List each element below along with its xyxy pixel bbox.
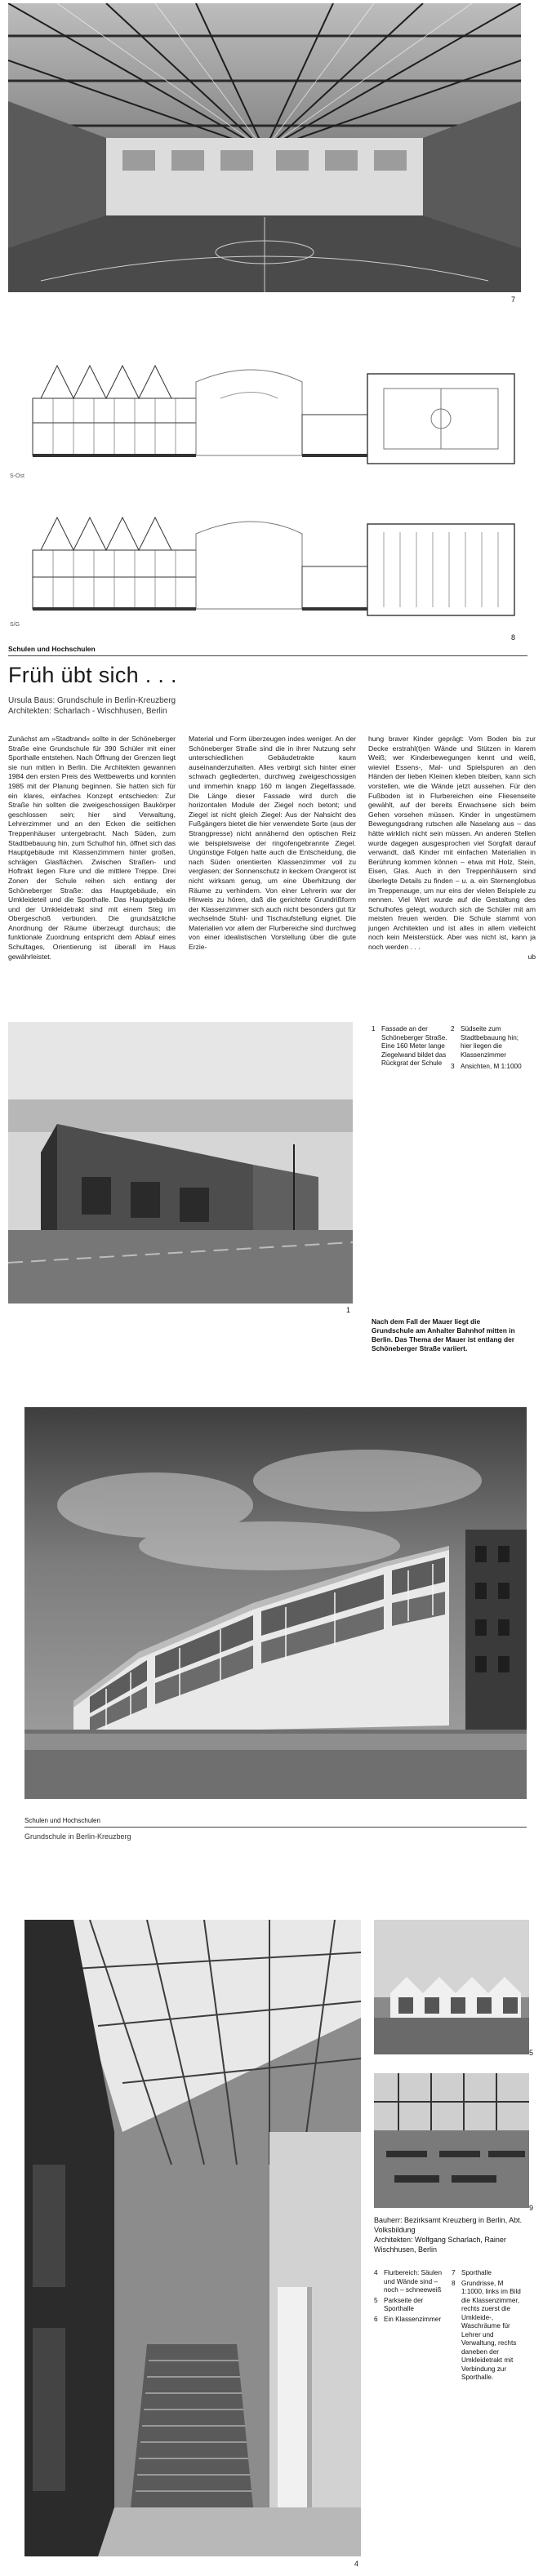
figure-1-caption: Nach dem Fall der Mauer liegt die Grundschule am Anhalter Bahnhof mitten in Berlin. Das Thema der Mauer ist entlang der Schöneberger Straße variiert. bbox=[372, 1317, 515, 1352]
body-column-2 bbox=[189, 735, 356, 953]
north-mark-b: S/G bbox=[10, 622, 20, 628]
article-title: Früh übt sich . . . bbox=[8, 663, 177, 687]
credits: Bauherr: Bezirksamt Kreuzberg in Berlin, Abt. Volksbildung Architekten: Wolfgang Scharlach, Rainer Wischhusen, Berlin bbox=[374, 2216, 523, 2254]
caption-text-3: Ansichten, M 1:1000 bbox=[461, 1063, 522, 1070]
caption-num-8: 8 bbox=[452, 2279, 456, 2287]
caption-item-7 bbox=[452, 2269, 527, 2278]
section-label-bottom: Schulen und Hochschulen bbox=[24, 1817, 100, 1824]
caption-text-2: Südseite zum Stadtbebauung hin; hier liegen die Klassenzimmer bbox=[461, 1025, 519, 1059]
street-facade-photo bbox=[8, 1022, 353, 1304]
gym-interior-photo bbox=[8, 3, 521, 292]
caption-text-1: Fassade an der Schöneberger Straße. Eine 160 Meter lange Ziegelwand bildet das Rückgrat der Schule bbox=[381, 1025, 447, 1067]
figure-number-1: 1 bbox=[346, 1306, 351, 1314]
caption-item-4 bbox=[374, 2269, 446, 2295]
caption-text-5: Parkseite der Sporthalle bbox=[384, 2296, 424, 2312]
corridor-stair-photo bbox=[24, 1920, 361, 2556]
caption-text-7: Sporthalle bbox=[461, 2269, 492, 2276]
bottom-header-rule bbox=[24, 1827, 527, 1828]
figure-number-8: 8 bbox=[511, 633, 516, 642]
caption-item-6 bbox=[374, 2316, 446, 2325]
figure-number-9: 9 bbox=[529, 2204, 534, 2212]
figure-number-7: 7 bbox=[511, 295, 516, 304]
classroom-photo bbox=[374, 2073, 529, 2208]
caption-text-8: Grundrisse, M 1:1000, links im Bild die Klassenzimmer, rechts zuerst die Umkleide-, Waschräume für Lehrer und Verwaltung, rechts daneben der Umkleidetrakt mit Verbindung zur Sporthalle. bbox=[461, 2279, 521, 2381]
caption-num-7: 7 bbox=[452, 2269, 456, 2276]
caption-text-4: Flurbereich: Säulen und Wände sind – noch – schneeweiß bbox=[384, 2269, 442, 2294]
south-facade-photo bbox=[24, 1407, 527, 1799]
caption-num-1: 1 bbox=[372, 1025, 376, 1033]
caption-num-3: 3 bbox=[451, 1063, 455, 1070]
bottom-title: Grundschule in Berlin-Kreuzberg bbox=[24, 1832, 131, 1841]
author-signature: ub bbox=[527, 952, 536, 961]
caption-text-6: Ein Klassenzimmer bbox=[384, 2315, 442, 2323]
north-mark-a: S-Ost bbox=[10, 473, 24, 479]
body-column-1 bbox=[8, 735, 176, 962]
caption-num-6: 6 bbox=[374, 2315, 378, 2323]
captions-top-list-b bbox=[451, 1025, 523, 1072]
captions-bottom-right bbox=[452, 2269, 527, 2383]
caption-item-8 bbox=[452, 2280, 527, 2383]
caption-item-5 bbox=[374, 2297, 446, 2314]
body-column-3 bbox=[368, 735, 536, 962]
body-column-1-text: Zunächst am »Stadtrand« sollte in der Schöneberger Straße eine Grundschule für 390 Schüler mit einer Sporthalle entstehen. Nach Öffnung der Grenzen liegt sie nun mitten in Berlin. Die Architekten gewannen 1984 den ersten Preis des Wettbewerbs und konnten 1985 mit der Planung beginnen. Sie hatten sich für ein klares, einfaches Konzept entschieden: Zur Straße hin sollten die zweigeschossigen Baukörper geschlossen sein; hier sind Verwaltung, Lehrerzimmer und an den Ecken die seitlichen Treppenhäuser untergebracht. Nach Süden, zum Stadtbebauung hin, zum Schulhof hin, öffnet sich das Hauptgebäude mit Klassenzimmern hinter großen, schrägen Glasflächen. Zwischen Straßen- und Hoftrakt liegen Flure und die mittlere Treppe. Drei Zonen der Schule reihen sich entlang der Schöneberger Straße: das Hauptgebäude, ein Umkleideteil und die Sporthalle. Das Hauptgebäude und der Umkleidetrakt sind mit einem Steg im Obergeschoß verbunden. Die grundsätzliche Anordnung der Räume überzeugt durchaus; die funktionale Zuordnung entspricht dem Ablauf eines Schultages, Orientierung ist überall im Haus gewährleistet. bbox=[8, 735, 176, 961]
figure-number-4: 4 bbox=[354, 2560, 359, 2568]
gym-park-side-photo bbox=[374, 1920, 529, 2054]
body-column-2-text: Material und Form überzeugen indes weniger. An der Schöneberger Straße sind die in ihrer Nutzung sehr unterschiedlichen Gebäudetrakte kaum auseinanderzuhalten. Alles verbirgt sich hinter einer schwach gegliederten, durchweg zweigeschossigen und immerhin knapp 160 m langen Ziegelfassade. Die Länge dieser Fassade wird durch die horizontalen Module der Ziegel noch betont; und Ziegel ist nicht gleich Ziegel: Aus der Nahsicht des Fußgängers bietet die hier verwendete Sorte (aus der Strangpresse) nicht annähernd den optischen Reiz wie beispielsweise der ringofengebrannte Ziegel. Ungünstige Folgen hatte auch die Entscheidung, die nach Süden orientierten Klassenzimmer voll zu verglasen; der Sonnenschutz in keckem Orangerot ist nicht wirksam genug, um eine Überhitzung der Räume zu verhindern. Von einer Lehrerin war der Hinweis zu hören, daß die gerichtete Grundrißform der Klassenzimmer sich auch nicht besonders gut für wechselnde Stuhl- und Tischaufstellung eignet. Die Materialien vor allem der Flurbereiche sind durchweg von einer idealistischen Vorstellung über die gute Erzie- bbox=[189, 735, 356, 952]
floor-plan-upper bbox=[8, 349, 523, 478]
floor-plan-lower bbox=[8, 500, 523, 630]
article-subtitle-2: Architekten: Scharlach - Wischhusen, Berlin bbox=[8, 707, 167, 716]
caption-num-2: 2 bbox=[451, 1025, 455, 1033]
caption-num-4: 4 bbox=[374, 2269, 378, 2276]
body-column-3-text: hung braver Kinder geprägt: Vom Boden bis zur Decke erstrahl(t)en Wände und Stützen in klarem Weiß; wer Kinderbewegungen kennt und weiß, wieviel Essens-, Mal- und Spielspuren an den Händen der lieben Kleinen kleben bleiben, kann sich vorstellen, wie die Wände jetzt aussehen. Für den Fußboden ist in Flurbereichen eine Fliesenseite gewählt, auf der bereits Erwachsene sich beim Gehen vorsehen müssen. Kinder in ungestümem Bewegungsdrang rutschen alle Naselang aus – das hätte wirklich nicht sein müssen. An anderen Stellen wurde dagegen ausgesprochen viel Sorgfalt darauf verwandt, daß Kinder mit einfachen Materialien in Berührung kommen können – etwa mit Holz, Stein, Eisen, Glas. Auch in den Treppenhäusern sind überlegte Details zu finden – u. a. ein Sternenglobus im Treppenauge, um nur eins der vielen Beispiele zu nennen. Viel Wert wurde auf die Gestaltung des Schulhofes gelegt, wodurch sich die Schüler mit am meisten freuen werden. Die Schule stammt von jungen Architekten und ist alles in allem vielleicht noch kein Meisterstück. Aber was nicht ist, kann ja noch werden . . . bbox=[368, 735, 536, 952]
captions-bottom-left bbox=[374, 2269, 446, 2324]
caption-item-3 bbox=[451, 1063, 523, 1072]
article-subtitle-1: Ursula Baus: Grundschule in Berlin-Kreuzberg bbox=[8, 696, 176, 705]
section-label-top: Schulen und Hochschulen bbox=[8, 645, 96, 653]
header-rule bbox=[8, 655, 527, 656]
caption-num-5: 5 bbox=[374, 2296, 378, 2304]
caption-item-2 bbox=[451, 1025, 523, 1059]
figure-number-5: 5 bbox=[529, 2049, 534, 2057]
